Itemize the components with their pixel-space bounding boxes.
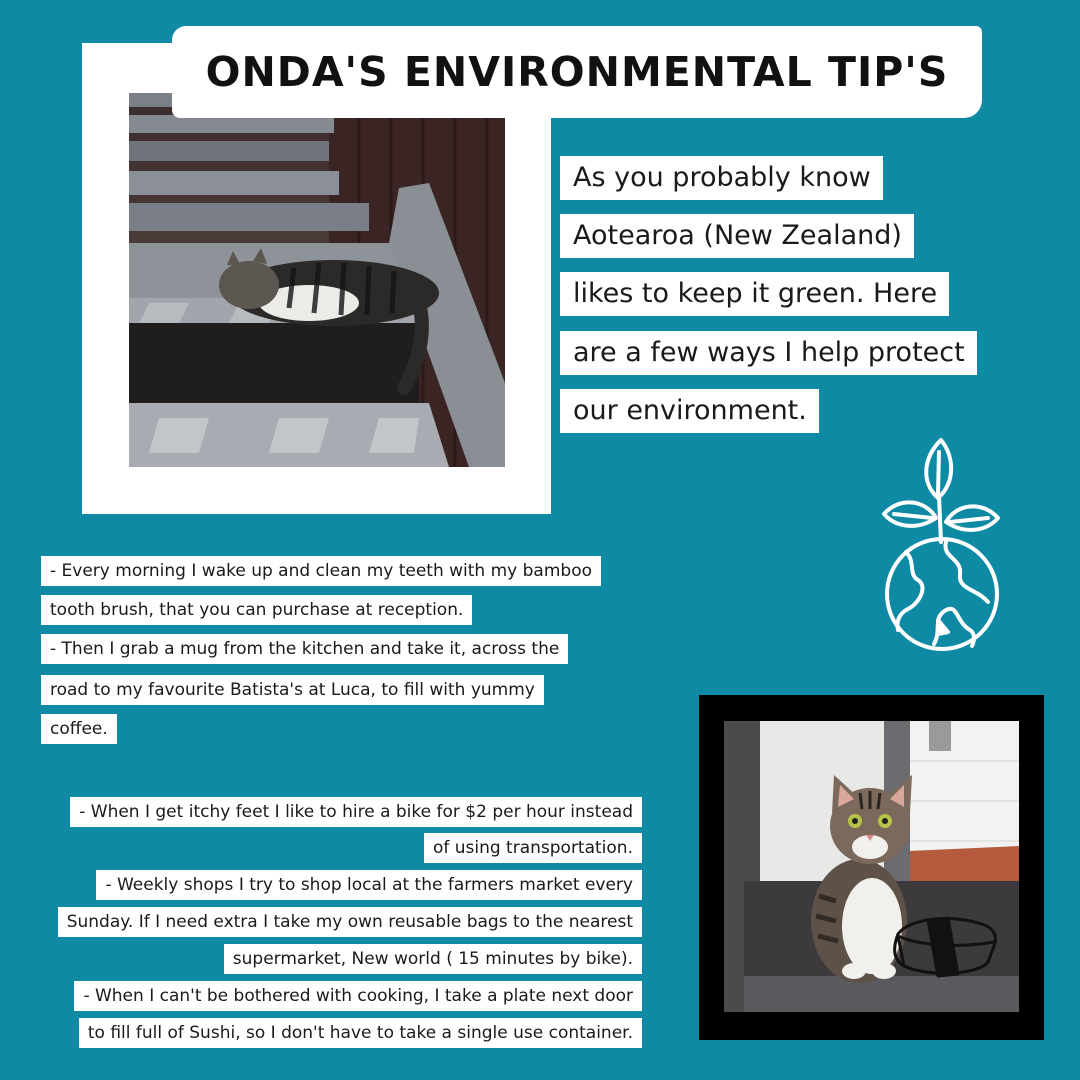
intro-line: likes to keep it green. Here xyxy=(560,272,949,316)
tip-line: tooth brush, that you can purchase at reception. xyxy=(41,595,472,625)
tip-line: of using transportation. xyxy=(424,833,642,863)
tip-line: road to my favourite Batista's at Luca, to fill with yummy xyxy=(41,675,544,705)
photo-cat-sleeping-on-stairs xyxy=(129,93,505,467)
tip-line: supermarket, New world ( 15 minutes by bike). xyxy=(224,944,642,974)
intro-line: As you probably know xyxy=(560,156,883,200)
tip-line: - When I get itchy feet I like to hire a bike for $2 per hour instead xyxy=(70,797,642,827)
page-title: ONDA'S ENVIRONMENTAL TIP'S xyxy=(205,48,949,96)
tip-line: - Then I grab a mug from the kitchen and take it, across the xyxy=(41,634,568,664)
tip-line: - Weekly shops I try to shop local at the farmers market every xyxy=(96,870,642,900)
tip-line: to fill full of Sushi, so I don't have to take a single use container. xyxy=(79,1018,642,1048)
plant-globe-icon xyxy=(876,434,1006,656)
sushi-icon xyxy=(890,912,1000,982)
tip-line: coffee. xyxy=(41,714,117,744)
tip-line: - When I can't be bothered with cooking, I take a plate next door xyxy=(74,981,642,1011)
intro-line: are a few ways I help protect xyxy=(560,331,977,375)
intro-line: our environment. xyxy=(560,389,819,433)
title-banner xyxy=(172,26,982,118)
intro-line: Aotearoa (New Zealand) xyxy=(560,214,914,258)
tip-line: - Every morning I wake up and clean my teeth with my bamboo xyxy=(41,556,601,586)
tip-line: Sunday. If I need extra I take my own reusable bags to the nearest xyxy=(58,907,642,937)
